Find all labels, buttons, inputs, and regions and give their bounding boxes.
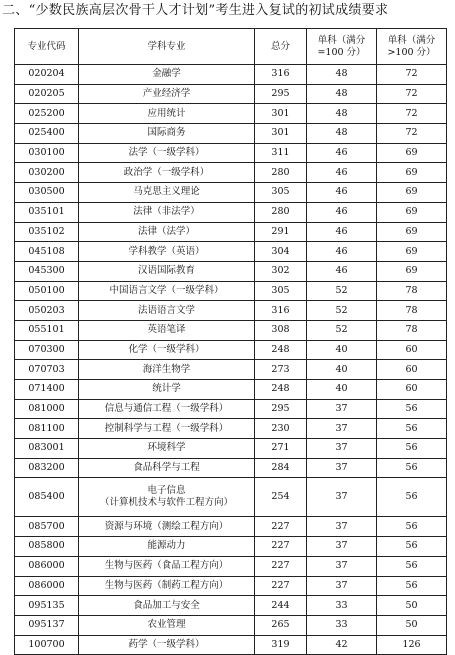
cell-single-100: 40: [307, 360, 377, 380]
cell-single-100: 46: [307, 143, 377, 163]
cell-code: 055101: [15, 320, 79, 340]
cell-code: 030200: [15, 163, 79, 183]
cell-single-100: 46: [307, 183, 377, 203]
cell-total: 227: [255, 517, 307, 537]
cell-total: 316: [255, 65, 307, 85]
cell-single-100: 40: [307, 340, 377, 360]
header-code: 专业代码: [15, 29, 79, 65]
cell-single-100: 46: [307, 222, 377, 242]
cell-total: 254: [255, 478, 307, 517]
cell-total: 301: [255, 124, 307, 144]
table-row: [15, 360, 447, 380]
header-total: 总分: [255, 29, 307, 65]
cell-single-over-100: 56: [377, 439, 447, 459]
cell-single-over-100: 56: [377, 517, 447, 537]
header-single-100: [307, 29, 377, 65]
cell-total: 248: [255, 340, 307, 360]
cell-total: 295: [255, 399, 307, 419]
cell-major: 能源动力: [79, 537, 255, 557]
table-row: [15, 104, 447, 124]
cell-code: 020204: [15, 65, 79, 85]
table-row: [15, 261, 447, 281]
table-row: [15, 163, 447, 183]
cell-single-over-100: 56: [377, 478, 447, 517]
cell-single-100: 37: [307, 458, 377, 478]
table-row: [15, 143, 447, 163]
cell-major: 国际商务: [79, 124, 255, 144]
table-row: [15, 242, 447, 262]
cell-code: 085400: [15, 478, 79, 517]
cell-major: 法语语言文学: [79, 301, 255, 321]
cell-single-over-100: 56: [377, 458, 447, 478]
cell-code: 025400: [15, 124, 79, 144]
cell-single-100: 40: [307, 380, 377, 400]
cell-total: 305: [255, 281, 307, 301]
cell-single-100: 52: [307, 301, 377, 321]
cell-total: 295: [255, 84, 307, 104]
cell-major: 食品科学与工程: [79, 458, 255, 478]
cell-total: 305: [255, 183, 307, 203]
cell-major: 环境科学: [79, 439, 255, 459]
cell-single-100: 46: [307, 261, 377, 281]
cell-single-100: 37: [307, 399, 377, 419]
cell-total: 316: [255, 301, 307, 321]
cell-single-100: 42: [307, 635, 377, 655]
cell-single-100: 37: [307, 439, 377, 459]
cell-code: 030500: [15, 183, 79, 203]
cell-single-over-100: 78: [377, 281, 447, 301]
table-row: [15, 202, 447, 222]
header-single-over-line2: >100 分）: [387, 46, 436, 58]
cell-single-over-100: 50: [377, 596, 447, 616]
cell-code: 050100: [15, 281, 79, 301]
cell-total: 319: [255, 635, 307, 655]
cell-major: 海洋生物学: [79, 360, 255, 380]
cell-single-over-100: 60: [377, 340, 447, 360]
cell-major-line1: 电子信息: [147, 485, 186, 497]
cell-total: 280: [255, 163, 307, 183]
cell-single-100: 46: [307, 242, 377, 262]
cell-code: 070703: [15, 360, 79, 380]
cell-single-over-100: 60: [377, 380, 447, 400]
cell-code: 081000: [15, 399, 79, 419]
cell-major: 药学（一级学科）: [79, 635, 255, 655]
cell-major: 控制科学与工程（一级学科）: [79, 419, 255, 439]
cell-major: [79, 478, 255, 517]
cell-single-over-100: 56: [377, 556, 447, 576]
table-row: [15, 281, 447, 301]
cell-major: 生物与医药（制药工程方向）: [79, 576, 255, 596]
cell-single-over-100: 72: [377, 84, 447, 104]
cell-total: 227: [255, 537, 307, 557]
cell-single-100: 46: [307, 202, 377, 222]
cell-code: 045300: [15, 261, 79, 281]
cell-code: 035101: [15, 202, 79, 222]
cell-single-100: 48: [307, 84, 377, 104]
header-single-over-100: [377, 29, 447, 65]
cell-code: 071400: [15, 380, 79, 400]
cell-total: 280: [255, 202, 307, 222]
table-row: [15, 576, 447, 596]
table-row: [15, 439, 447, 459]
cell-major: 法学（一级学科）: [79, 143, 255, 163]
cell-single-over-100: 56: [377, 576, 447, 596]
cell-single-over-100: 72: [377, 104, 447, 124]
score-requirements-table: [14, 28, 447, 655]
cell-single-over-100: 50: [377, 615, 447, 635]
cell-major: 统计学: [79, 380, 255, 400]
table-header-row: [15, 29, 447, 65]
cell-code: 085700: [15, 517, 79, 537]
header-single-over-line1: 单科（满分: [387, 34, 436, 46]
cell-single-100: 48: [307, 124, 377, 144]
table-row: [15, 399, 447, 419]
cell-code: 020205: [15, 84, 79, 104]
cell-single-over-100: 78: [377, 301, 447, 321]
cell-single-100: 37: [307, 419, 377, 439]
cell-single-over-100: 69: [377, 163, 447, 183]
cell-total: 304: [255, 242, 307, 262]
cell-total: 248: [255, 380, 307, 400]
cell-code: 083001: [15, 439, 79, 459]
cell-single-100: 37: [307, 478, 377, 517]
cell-total: 265: [255, 615, 307, 635]
cell-major: 产业经济学: [79, 84, 255, 104]
cell-single-over-100: 56: [377, 537, 447, 557]
cell-total: 227: [255, 556, 307, 576]
cell-major: 法律（法学）: [79, 222, 255, 242]
cell-major: 马克思主义理论: [79, 183, 255, 203]
cell-code: 095137: [15, 615, 79, 635]
cell-single-100: 52: [307, 320, 377, 340]
cell-code: 086000: [15, 556, 79, 576]
cell-total: 301: [255, 104, 307, 124]
cell-single-over-100: 69: [377, 143, 447, 163]
cell-major: 资源与环境（测绘工程方向）: [79, 517, 255, 537]
cell-code: 070300: [15, 340, 79, 360]
cell-total: 291: [255, 222, 307, 242]
cell-code: 081100: [15, 419, 79, 439]
table-row: [15, 615, 447, 635]
cell-code: 085800: [15, 537, 79, 557]
cell-major: 化学（一级学科）: [79, 340, 255, 360]
table-row: [15, 635, 447, 655]
table-row: [15, 517, 447, 537]
cell-single-100: 33: [307, 615, 377, 635]
cell-major: 学科教学（英语）: [79, 242, 255, 262]
table-row: [15, 183, 447, 203]
cell-single-100: 48: [307, 65, 377, 85]
cell-major: 信息与通信工程（一级学科）: [79, 399, 255, 419]
cell-code: 050203: [15, 301, 79, 321]
cell-single-over-100: 60: [377, 360, 447, 380]
cell-single-over-100: 126: [377, 635, 447, 655]
cell-single-over-100: 69: [377, 183, 447, 203]
cell-total: 230: [255, 419, 307, 439]
cell-single-100: 46: [307, 163, 377, 183]
cell-code: 025200: [15, 104, 79, 124]
cell-major: 英语笔译: [79, 320, 255, 340]
cell-single-over-100: 72: [377, 65, 447, 85]
table-row: [15, 478, 447, 517]
cell-single-100: 33: [307, 596, 377, 616]
cell-single-over-100: 56: [377, 399, 447, 419]
cell-major: 中国语言文学（一级学科）: [79, 281, 255, 301]
cell-major: 法律（非法学）: [79, 202, 255, 222]
cell-major: 应用统计: [79, 104, 255, 124]
table-row: [15, 340, 447, 360]
table-row: [15, 458, 447, 478]
cell-major: 金融学: [79, 65, 255, 85]
cell-total: 311: [255, 143, 307, 163]
header-single-100-line2: =100 分）: [317, 46, 366, 58]
cell-single-100: 37: [307, 556, 377, 576]
cell-single-100: 37: [307, 517, 377, 537]
cell-code: 086000: [15, 576, 79, 596]
table-row: [15, 556, 447, 576]
cell-code: 095135: [15, 596, 79, 616]
cell-single-over-100: 56: [377, 419, 447, 439]
cell-code: 045108: [15, 242, 79, 262]
cell-total: 271: [255, 439, 307, 459]
cell-single-over-100: 69: [377, 202, 447, 222]
cell-single-100: 48: [307, 104, 377, 124]
header-major: 学科专业: [79, 29, 255, 65]
cell-total: 273: [255, 360, 307, 380]
cell-single-100: 37: [307, 576, 377, 596]
cell-code: 030100: [15, 143, 79, 163]
cell-major: 农业管理: [79, 615, 255, 635]
table-row: [15, 537, 447, 557]
table-row: [15, 419, 447, 439]
table-row: [15, 222, 447, 242]
cell-total: 302: [255, 261, 307, 281]
table-row: [15, 65, 447, 85]
table-row: [15, 380, 447, 400]
cell-total: 227: [255, 576, 307, 596]
cell-major: 汉语国际教育: [79, 261, 255, 281]
cell-single-100: 37: [307, 537, 377, 557]
table-row: [15, 84, 447, 104]
table-row: [15, 320, 447, 340]
header-single-100-line1: 单科（满分: [317, 34, 366, 46]
table-row: [15, 301, 447, 321]
cell-single-over-100: 69: [377, 222, 447, 242]
cell-major: 政治学（一级学科）: [79, 163, 255, 183]
cell-total: 284: [255, 458, 307, 478]
cell-total: 244: [255, 596, 307, 616]
cell-single-over-100: 69: [377, 261, 447, 281]
cell-code: 083200: [15, 458, 79, 478]
table-row: [15, 596, 447, 616]
cell-total: 308: [255, 320, 307, 340]
cell-single-over-100: 72: [377, 124, 447, 144]
cell-major: 食品加工与安全: [79, 596, 255, 616]
cell-major: 生物与医药（食品工程方向）: [79, 556, 255, 576]
cell-single-over-100: 69: [377, 242, 447, 262]
section-title: 二、“少数民族高层次骨干人才计划”考生进入复试的初试成绩要求: [2, 3, 389, 18]
table-row: [15, 124, 447, 144]
cell-code: 035102: [15, 222, 79, 242]
cell-single-100: 52: [307, 281, 377, 301]
cell-code: 100700: [15, 635, 79, 655]
cell-single-over-100: 78: [377, 320, 447, 340]
cell-major-line2: （计算机技术与软件工程方向）: [99, 497, 233, 509]
